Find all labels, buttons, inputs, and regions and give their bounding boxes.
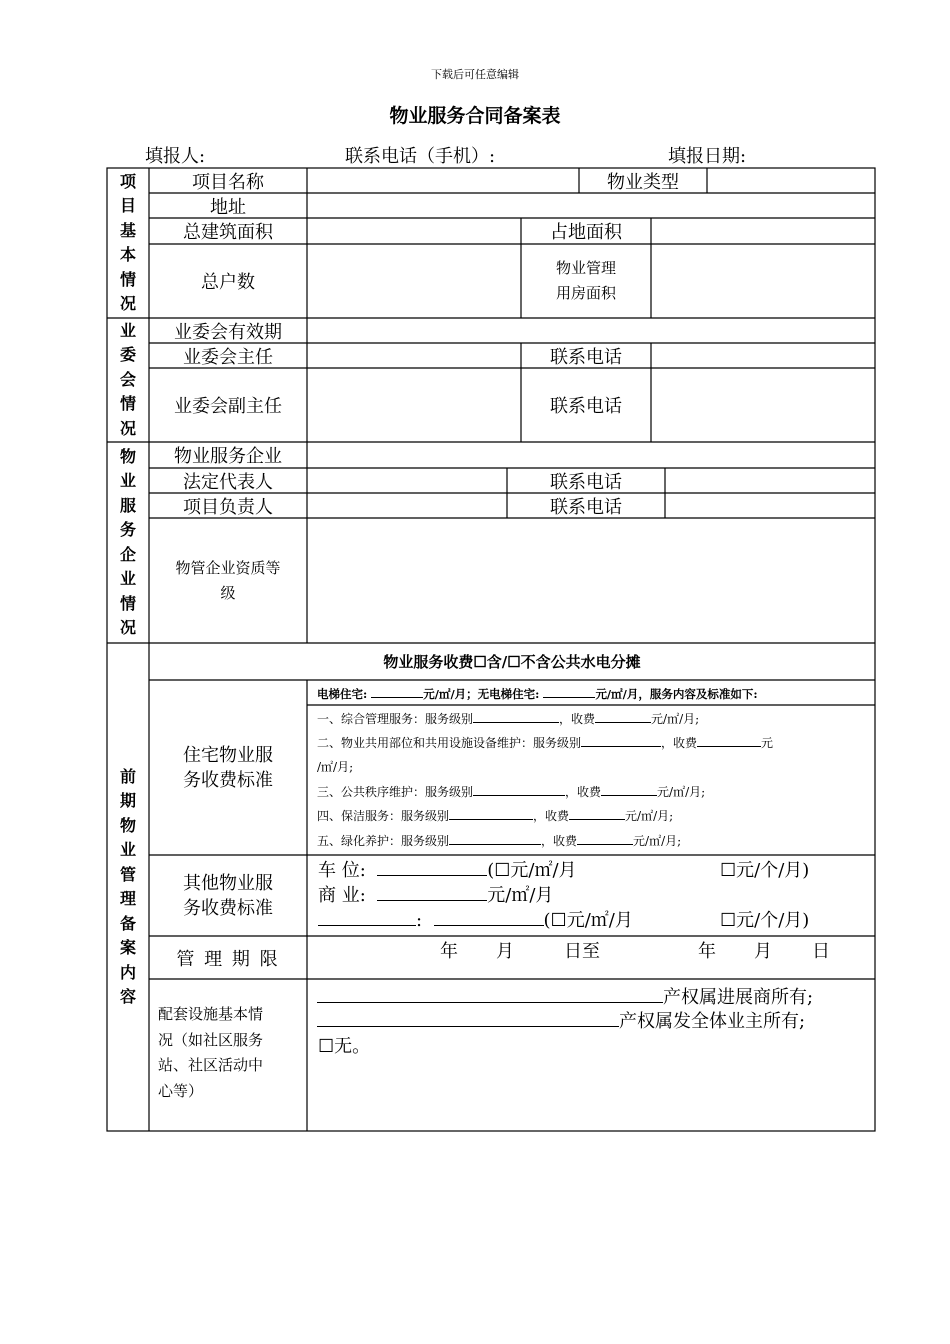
service-company-field[interactable] [307,442,875,468]
project-lead-field[interactable] [307,493,507,518]
service-company-label: 物业服务企业 [174,446,282,467]
fill-date-label: 填报日期: [668,146,747,167]
side-label-owners-committee: 业 委 会 情 况 [119,320,136,438]
legal-rep-phone-field[interactable] [665,468,875,493]
legal-rep-label: 法定代表人 [183,471,273,493]
chairman-field[interactable] [307,343,521,368]
term-month-2: 月 [754,941,772,962]
page-header: 下载后可任意编辑 [431,68,519,81]
legal-rep-field[interactable] [307,468,507,493]
land-area-field[interactable] [651,218,875,244]
facilities-owners-owned: 产权属发全体业主所有; [317,1007,805,1033]
property-type-label: 物业类型 [607,171,679,193]
residential-fee-label: 住宅物业服 务收费标准 [183,744,273,791]
project-lead-label: 项目负责人 [183,496,273,518]
legal-rep-phone-label: 联系电话 [550,471,622,493]
term-year-1: 年 [440,941,458,962]
term-day-2: 日 [812,941,830,962]
project-lead-phone-label: 联系电话 [550,496,622,518]
other-fee-unit-per-space: ☐元/个/月) [720,910,810,931]
parking-fee-row: 车 位: (☐元/㎡/月 [318,860,577,881]
term-year-2: 年 [698,941,716,962]
service-item-1: 一、综合管理服务：服务级别 ，收费 元/㎡/月; [317,707,699,731]
page-title: 物业服务合同备案表 [389,105,561,127]
chairman-label: 业委会主任 [183,346,273,368]
address-field[interactable] [307,193,875,218]
service-item-2-unit: /㎡/月; [317,760,354,774]
chairman-phone-label: 联系电话 [550,346,622,368]
vice-chairman-label: 业委会副主任 [174,396,282,417]
fee-header: 物业服务收费☐含/☐不含公共水电分摊 [383,653,641,671]
term-label: 管 理 期 限 [176,948,280,970]
service-item-3: 三、公共秩序维护：服务级别 ，收费 元/㎡/月; [317,780,705,804]
committee-validity-label: 业委会有效期 [174,321,282,343]
address-label: 地址 [210,196,246,218]
land-area-label: 占地面积 [550,222,622,243]
other-fee-label: 其他物业服 务收费标准 [183,872,273,919]
mgmt-room-area-label: 物业管理 用房面积 [555,259,616,302]
filler-label: 填报人: [145,146,206,167]
qualification-field[interactable] [307,518,875,643]
qualification-label: 物管企业资质等 级 [175,558,281,602]
service-item-5: 五、绿化养护：服务级别 ，收费 元/㎡/月; [317,829,681,853]
total-households-field[interactable] [307,244,521,318]
side-label-project-basics: 项 目 基 本 情 况 [119,171,136,313]
facilities-developer-owned: 产权属进展商所有; [317,983,813,1009]
side-label-service-company: 物 业 服 务 企 业 情 况 [119,446,136,637]
property-type-field[interactable] [707,168,875,193]
vice-chairman-field[interactable] [307,368,521,442]
service-item-2: 二、物业共用部位和共用设施设备维护：服务级别 ，收费 元 [317,731,773,755]
facilities-none: ☐无。 [318,1036,371,1057]
parking-fee-unit-per-space: ☐元/个/月) [720,860,810,881]
other-fee-row: : (☐元/㎡/月 [318,906,633,932]
vice-chairman-phone-label: 联系电话 [550,396,622,417]
side-label-filing-content: 前 期 物 业 管 理 备 案 内 容 [119,766,136,1006]
facilities-label: 配套设施基本情 况（如社区服务 站、社区活动中 心等） [158,1005,264,1100]
chairman-phone-field[interactable] [651,343,875,368]
elevator-line: 电梯住宅: 元/㎡/月；无电梯住宅: 元/㎡/月，服务内容及标准如下: [317,683,758,702]
contact-phone-label: 联系电话（手机）: [345,146,496,167]
vice-chairman-phone-field[interactable] [651,368,875,442]
term-month-1: 月 [496,941,514,962]
project-lead-phone-field[interactable] [665,493,875,518]
total-building-area-label: 总建筑面积 [183,222,273,243]
commercial-fee-row: 商 业: 元/㎡/月 [318,885,554,906]
project-name-field[interactable] [307,168,579,193]
project-name-label: 项目名称 [192,171,264,193]
service-item-4: 四、保洁服务：服务级别 ，收费 元/㎡/月; [317,804,673,828]
mgmt-room-area-field[interactable] [651,244,875,318]
total-building-area-field[interactable] [307,218,521,244]
term-day-to: 日至 [564,941,600,962]
total-households-label: 总户数 [201,272,255,293]
committee-validity-field[interactable] [307,318,875,343]
